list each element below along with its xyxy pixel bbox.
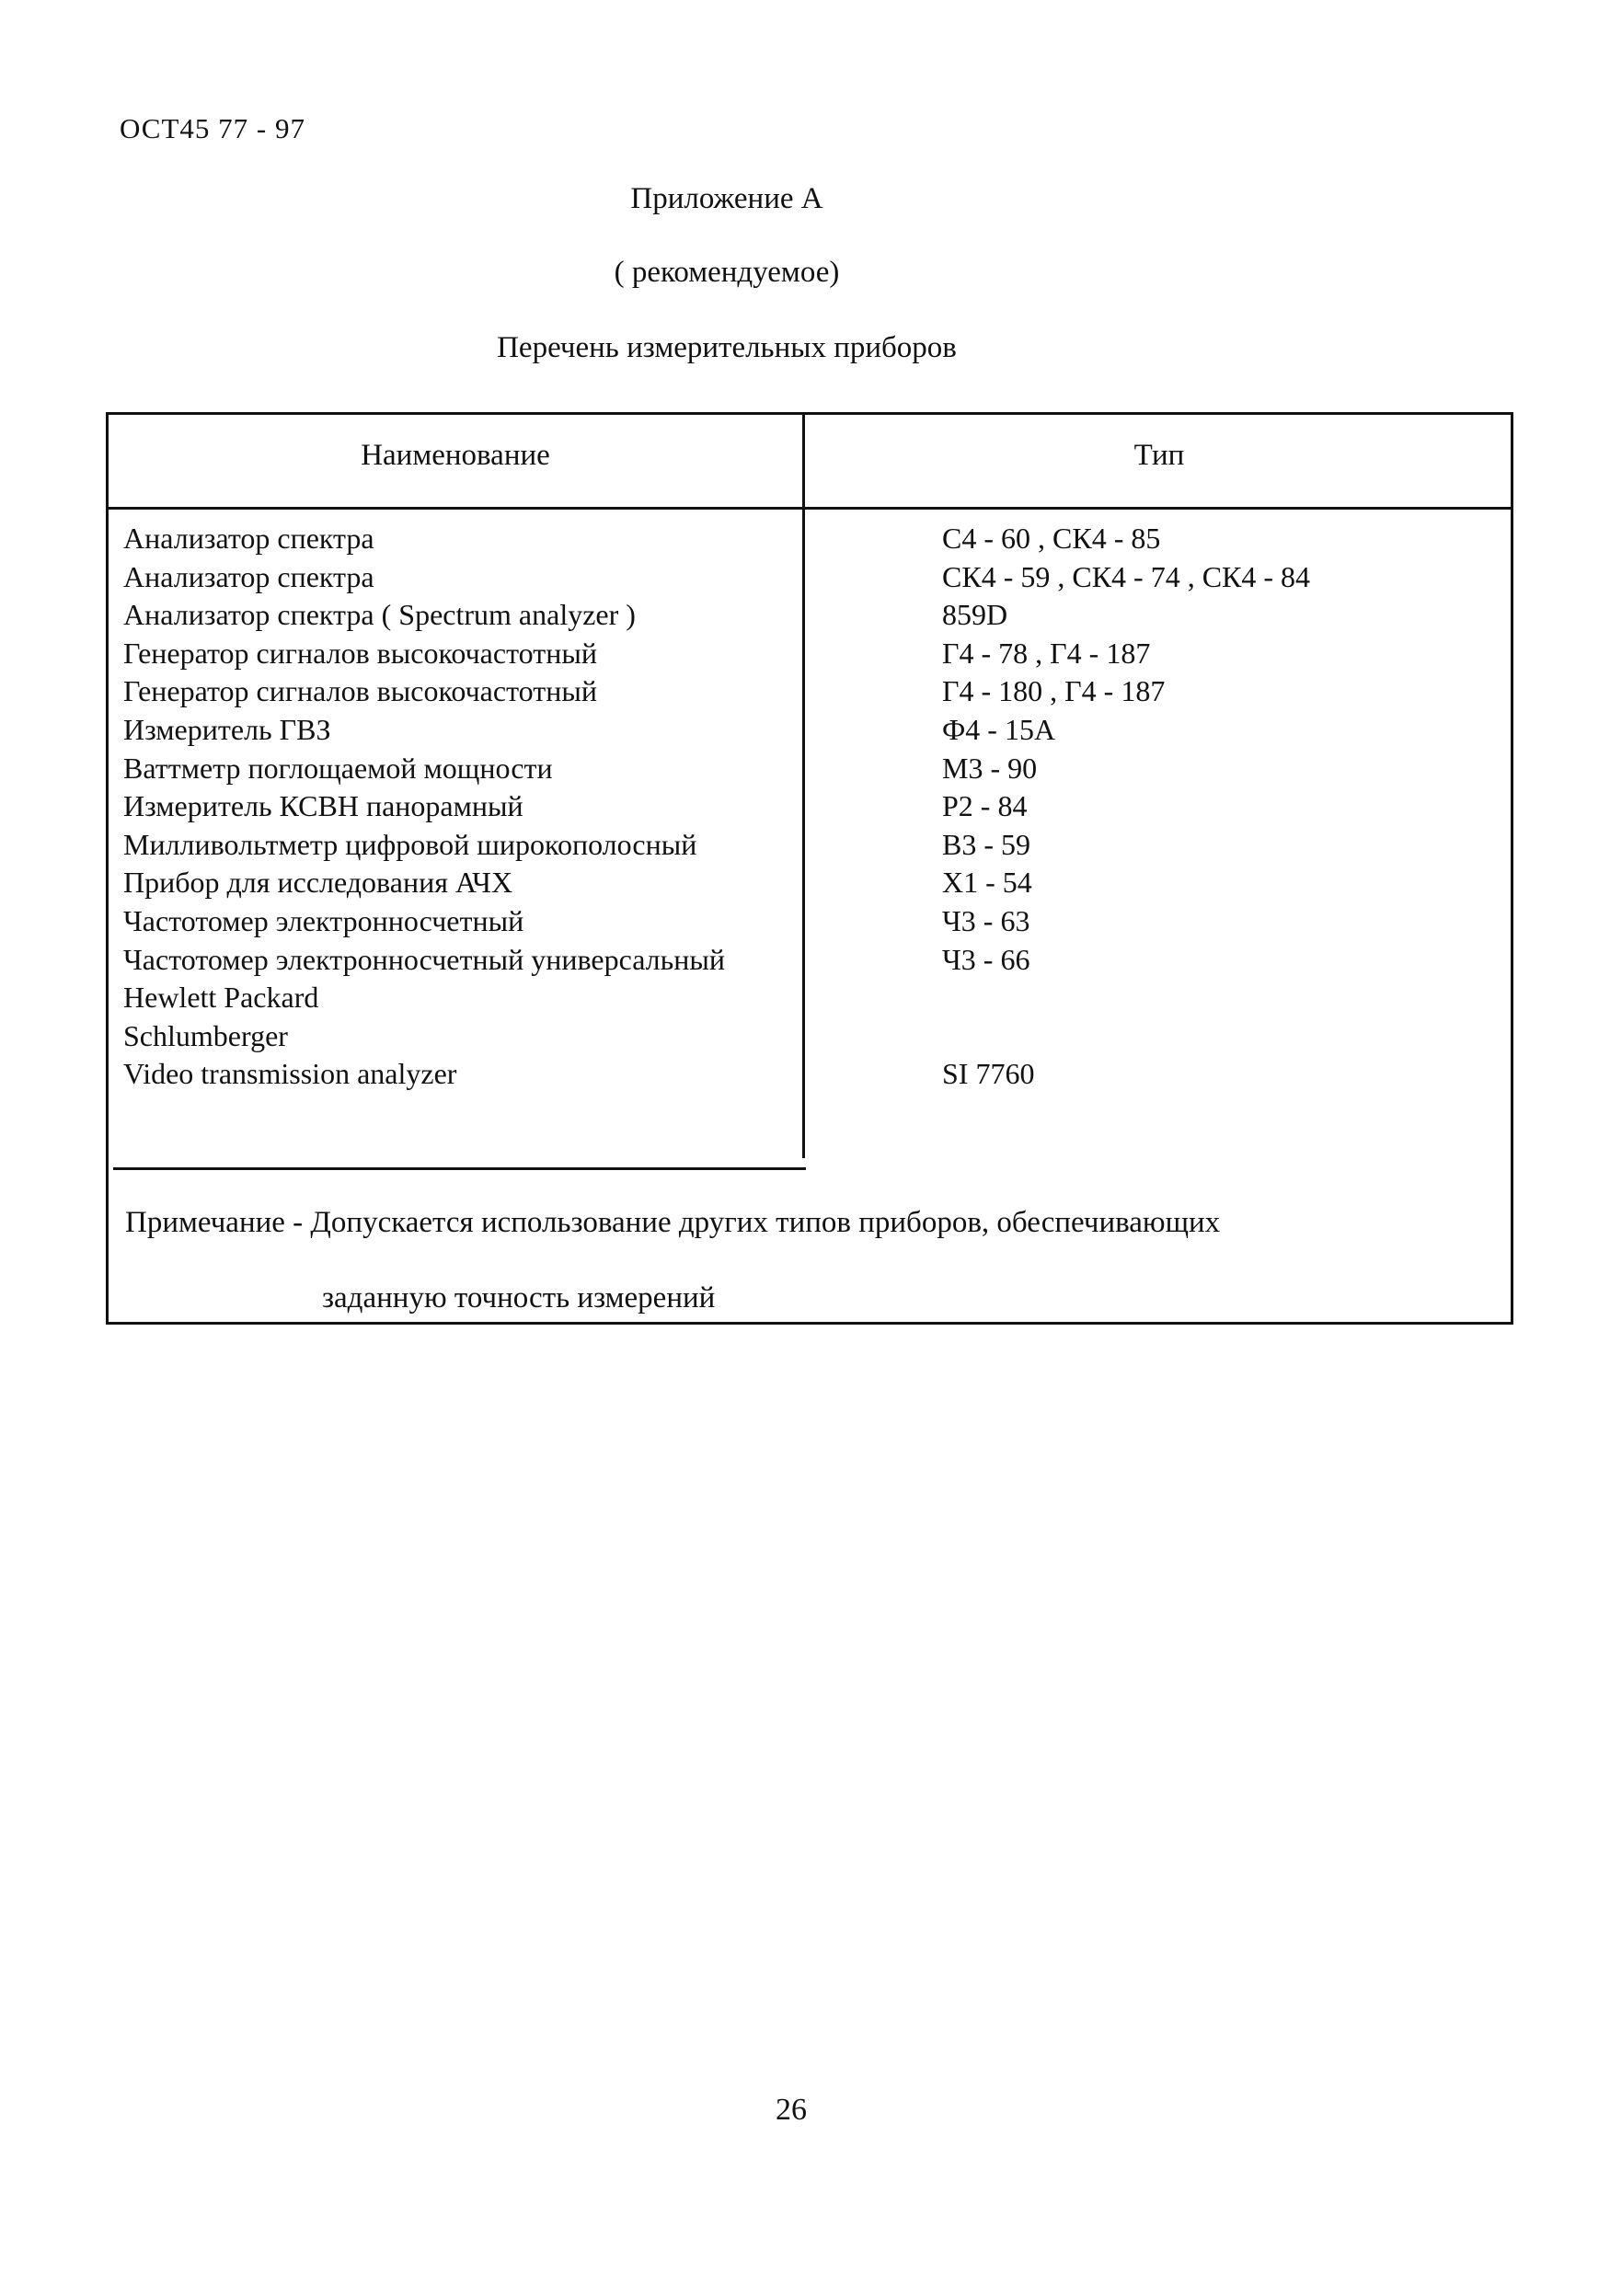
instrument-name: Video transmission analyzer xyxy=(123,1057,457,1091)
instrument-type: В3 - 59 xyxy=(942,827,1030,861)
instrument-type: Р2 - 84 xyxy=(942,789,1028,823)
table-row xyxy=(123,635,1503,673)
column-header-name: Наименование xyxy=(361,439,550,472)
table-row xyxy=(123,750,1503,788)
instrument-name: Ваттметр поглощаемой мощности xyxy=(123,751,553,785)
instrument-type: Г4 - 180 , Г4 - 187 xyxy=(942,674,1166,708)
column-header-type: Тип xyxy=(1133,439,1185,472)
table-row xyxy=(123,787,1503,826)
page-number: 26 xyxy=(776,2093,807,2127)
instrument-type: СК4 - 59 , СК4 - 74 , СК4 - 84 xyxy=(942,559,1311,593)
instrument-name: Генератор сигналов высокочастотный xyxy=(123,674,597,708)
instrument-type: Ф4 - 15А xyxy=(942,712,1056,746)
table-row xyxy=(123,826,1503,865)
header-divider xyxy=(109,507,1511,510)
note-divider xyxy=(113,1167,806,1170)
instrument-type: С4 - 60 , СК4 - 85 xyxy=(942,522,1161,555)
instrument-name: Hewlett Packard xyxy=(123,981,319,1015)
table-row xyxy=(123,558,1503,597)
appendix-title: Приложение А xyxy=(630,182,823,215)
appendix-status: ( рекомендуемое) xyxy=(614,256,840,289)
instrument-name: Частотомер электронносчетный универсальный xyxy=(123,942,725,976)
instrument-type: Ч3 - 66 xyxy=(942,942,1030,976)
table-row xyxy=(123,672,1503,711)
instrument-type: Ч3 - 63 xyxy=(942,903,1030,937)
instruments-table xyxy=(106,412,1513,1325)
table-row xyxy=(123,941,1503,980)
instrument-name: Измеритель КСВН панорамный xyxy=(123,789,523,823)
instrument-type: 859D xyxy=(942,598,1008,632)
table-row xyxy=(123,1055,1503,1094)
instrument-type: М3 - 90 xyxy=(942,751,1038,785)
table-row xyxy=(123,902,1503,941)
table-row xyxy=(123,520,1503,558)
instrument-name: Измеритель ГВЗ xyxy=(123,712,331,746)
instrument-list xyxy=(123,520,1503,1094)
document-code: ОСТ45 77 - 97 xyxy=(120,112,305,144)
table-row xyxy=(123,979,1503,1017)
table-note-continuation: заданную точность измерений xyxy=(322,1281,716,1314)
table-note: Примечание - Допускается использование других типов приборов, обеспечивающих xyxy=(125,1206,1221,1239)
instrument-name: Генератор сигналов высокочастотный xyxy=(123,636,597,670)
instrument-name: Анализатор спектра xyxy=(123,559,374,593)
instrument-name: Анализатор спектра ( Spectrum analyzer ) xyxy=(123,598,636,632)
list-title: Перечень измерительных приборов xyxy=(497,331,957,364)
instrument-name: Анализатор спектра xyxy=(123,522,374,555)
table-row xyxy=(123,596,1503,635)
table-row xyxy=(123,864,1503,902)
instrument-type: SI 7760 xyxy=(942,1057,1035,1091)
instrument-name: Милливольтметр цифровой широкополосный xyxy=(123,827,697,861)
instrument-name: Прибор для исследования АЧХ xyxy=(123,866,513,900)
instrument-name: Schlumberger xyxy=(123,1018,288,1052)
instrument-name: Частотомер электронносчетный xyxy=(123,903,524,937)
table-row xyxy=(123,1017,1503,1056)
table-row xyxy=(123,711,1503,750)
instrument-type: Х1 - 54 xyxy=(942,866,1032,900)
instrument-type: Г4 - 78 , Г4 - 187 xyxy=(942,636,1151,670)
